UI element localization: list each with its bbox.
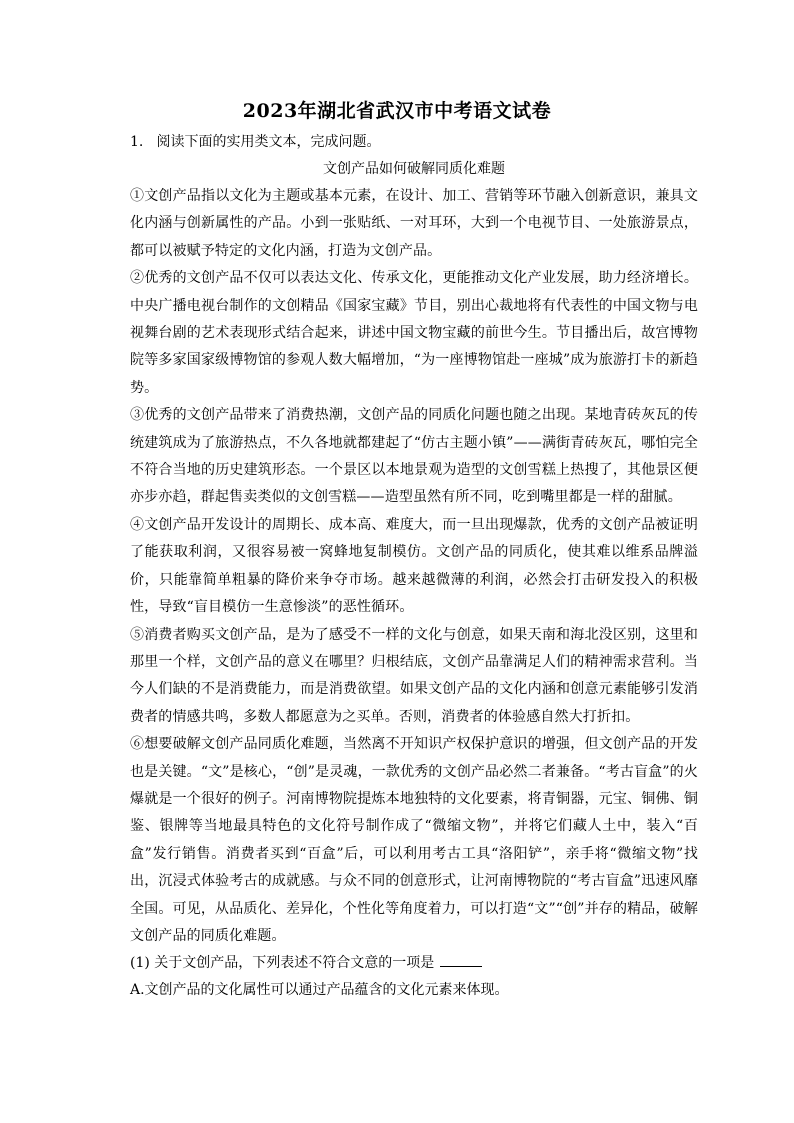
paragraph-2: ②优秀的文创产品不仅可以表达文化、传承文化，更能推动文化产业发展，助力经济增长。中央广播电视台制作的文创精品《国家宝藏》节目，别出心裁地将有代表性的中国文物与电视舞台剧的艺术表现形式结合起来，讲述中国文物宝藏的前世今生。节目播出后，故宫博物院等多家国家级博物馆的参观人数大幅增加，“为一座博物馆赴一座城”成为旅游打卡的新趋势。 bbox=[130, 270, 698, 396]
question-instruction bbox=[130, 129, 698, 156]
question-text: 阅读下面的实用类文本，完成问题。 bbox=[156, 134, 381, 150]
exam-title: 2023年湖北省武汉市中考语文试卷 bbox=[242, 100, 552, 122]
answer-blank[interactable] bbox=[440, 952, 482, 967]
question-number: 1. bbox=[130, 134, 144, 150]
sub-question-text: (1) 关于文创产品，下列表述不符合文意的一项是 bbox=[130, 955, 435, 972]
option-a: A.文创产品的文化属性可以通过产品蕴含的文化元素来体现。 bbox=[130, 982, 509, 999]
paragraph-5: ⑤消费者购买文创产品，是为了感受不一样的文化与创意，如果天南和海北没区别，这里和那里一个样，文创产品的意义在哪里？归根结底，文创产品靠满足人们的精神需求营利。当今人们缺的不是消费能力，而是消费欲望。如果文创产品的文化内涵和创意元素能够引发消费者的情感共鸣，多数人都愿意为之买单。否则，消费者的体验感自然大打折扣。 bbox=[130, 626, 698, 725]
article-title: 文创产品如何破解同质化难题 bbox=[323, 161, 505, 177]
paragraph-6: ⑥想要破解文创产品同质化难题，当然离不开知识产权保护意识的增强，但文创产品的开发也是关键。“文”是核心，“创”是灵魂，一款优秀的文创产品必然二者兼备。“考古盲盒”的火爆就是一个很好的例子。河南博物院提炼本地独特的文化要素，将青铜器，元宝、铜佛、铜鉴、银牌等当地最具特色的文化符号制作成了“微缩文物”，并将它们藏人土中，装入“百盒”发行销售。消费者买到“百盒”后，可以利用考古工具“洛阳铲”，亲手将“微缩文物”找出，沉浸式体验考古的成就感。与众不同的创意形式，让河南博物院的“考古盲盒”迅速风靡全国。可见，从品质化、差异化，个性化等角度着力，可以打造“文”“创”并存的精品，破解文创产品的同质化难题。 bbox=[130, 736, 698, 944]
paragraph-1: ①文创产品指以文化为主题或基本元素，在设计、加工、营销等环节融入创新意识，兼具文化内涵与创新属性的产品。小到一张贴纸、一对耳环，大到一个电视节目、一处旅游景点，都可以被赋予特定的文化内涵，打造为文创产品。 bbox=[130, 188, 698, 259]
paragraph-3: ③优秀的文创产品带来了消费热潮，文创产品的同质化问题也随之出现。某地青砖灰瓦的传统建筑成为了旅游热点，不久各地就都建起了“仿古主题小镇”——满街青砖灰瓦，哪怕完全不符合当地的历史建筑形态。一个景区以本地景观为造型的文创雪糕上热搜了，其他景区便亦步亦趋，群起售卖类似的文创雪糕——造型虽然有所不同，吃到嘴里都是一样的甜腻。 bbox=[130, 407, 698, 506]
paragraph-4: ④文创产品开发设计的周期长、成本高、难度大，而一旦出现爆款，优秀的文创产品被证明了能获取利润，又很容易被一窝蜂地复制模仿。文创产品的同质化，使其难以维系品牌溢价，只能靠简单粗暴的降价来争夺市场。越来越微薄的利润，必然会打击研发投入的积极性，导致“盲目模仿一生意惨淡”的恶性循环。 bbox=[130, 516, 698, 616]
sub-question-1 bbox=[130, 950, 698, 977]
